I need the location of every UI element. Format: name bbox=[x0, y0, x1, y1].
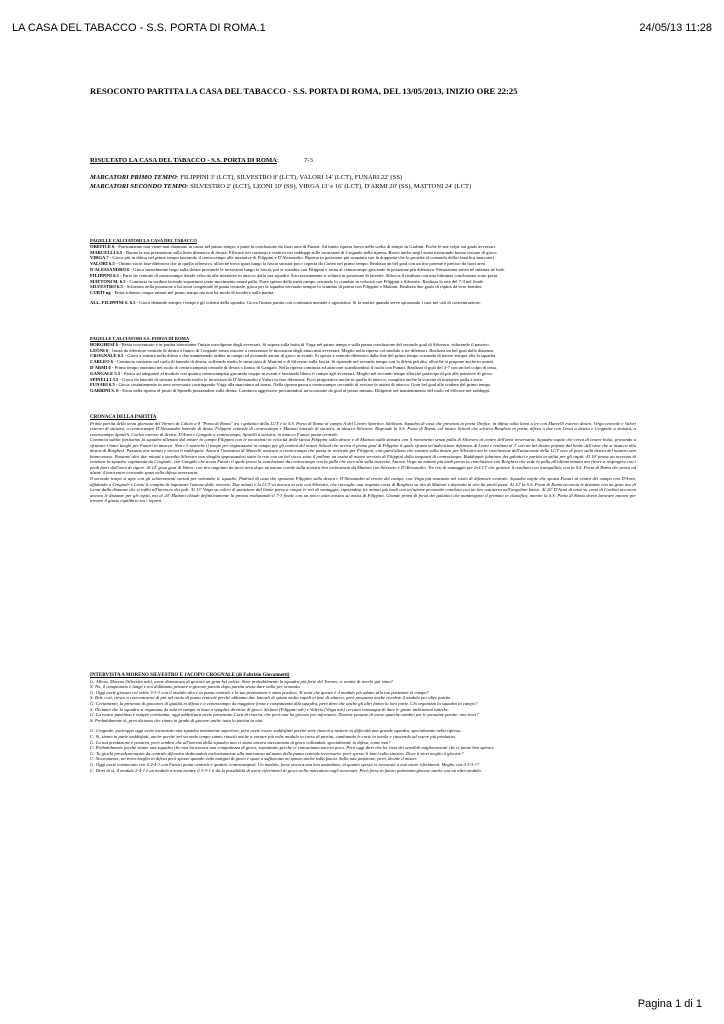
chronicle-heading: CRONACA DELLA PARTITA bbox=[90, 415, 157, 420]
list-item: MARCELLI 6.5 - Buona la sua prestazione sulla linea difensiva di destra. Efficace nei contrasti e reattivo nei raddoppi sulle incursioni di Crognale nella ripresa. Bravo anche negli assist mostrando buona visione di gioco. bbox=[90, 249, 498, 255]
ratings-ss-section bbox=[90, 336, 636, 394]
interview-line: G: Oggi avete cominciato con il 2-4-1 con Funari punta centrale e quattro centrocampisti. Un modulo, forse ancora non ben assimilato, in quanto spesso vi trovavate a non avere riferimenti. Meglio con il 3-3-1? bbox=[90, 761, 480, 767]
list-item: D'ALESSANDRO 6 - Gioca inizialmente largo sulla destra provando le incursioni lungo la fascia, poi si scambia con Filippini e torna al centrocampo giocando in posizione più difensiva. Prestazione senza né infamia né lode. bbox=[90, 266, 506, 272]
scorers-first-half bbox=[90, 173, 636, 182]
result-score: 7-3 bbox=[304, 157, 313, 164]
list-item: CARLEO 6 - Comincia contratto nel ruolo di laterale di destra, soffrendo molto le incursioni di Mattoni e di Silvestro sulla fascia. Si riprende nel secondo tempo con la difesa più alta, allorché si propone anche in avanti. bbox=[90, 359, 495, 365]
interview-line: G: Tu giochi prevalentemente da centrale difensivo dedicandoti esclusivamente alla marcatura ad uomo della punta centrale avversaria, però spesso li lanci sulla sinistra. Dove ti trovi meglio a giocare? bbox=[90, 750, 464, 756]
page-number: Pagina 1 di 1 bbox=[637, 998, 702, 1010]
print-header bbox=[12, 22, 712, 36]
match-result bbox=[90, 157, 313, 164]
ratings-lct-heading: PAGELLE CALCIATORI LA CASA DEL TABACCO bbox=[90, 238, 197, 243]
interview-line: S: Beh, così, riesco a concentrarmi di più nel ruolo di punta centrale perché abbiamo due laterali di spinta molto rapidi in fase di attacco, però possiamo anche rivedere il modulo per altre partite. bbox=[90, 695, 452, 701]
print-header-title: LA CASA DEL TABACCO - S.S. PORTA DI ROMA.1 bbox=[12, 22, 266, 34]
list-item: GARBINI S. 6 - Entra nella ripresa al posto di Spinelli piazzandosi sulla destra. Comincia aggressivo procurandosi un'occasione da goal al primo minuto. Diligente nel mantenimento del ruolo ed efficace nei raddoppi. bbox=[90, 388, 491, 394]
interview-heading: INTERVISTA A MORENO SILVESTRO E JACOPO CROGNALE (di Fabrizio Giovannetti) bbox=[90, 673, 290, 678]
result-label: RISULTATO LA CASA DEL TABACCO - S.S. PORTA DI ROMA bbox=[90, 157, 277, 164]
list-item: CURTI ng - Entra soltanto cinque minuti nel primo tempo ma non ha modo di incidere sulla partita. bbox=[90, 290, 275, 296]
scorers bbox=[90, 173, 636, 191]
interview-line: G: Allora, Moreno (Silvestro ndr), avete dimostrato di giocare un gran bel calcio. Siete probabilmente la squadra più forte del Torneo, vi sentite di averlo già vinto? bbox=[90, 678, 393, 684]
list-item: D'ARMI 6 - Primo tempo anonimo nel ruolo di centrocampista centrale di destra a fianco di Gangale. Nella ripresa comincia ad attaccare scambiandosi il ruolo con Funari. Realizza il goal del 3-7 con un bel colpo di testa. bbox=[90, 364, 497, 370]
list-item: VALORI 6.5 - Ottimo sia in fase difensiva che in quella offensiva, allorché trova spazi lungo la fascia sinistra poco coperta da Carleo nel primo tempo. Realizza un bel goal con un tiro potente e preciso da fuori area. bbox=[90, 261, 487, 267]
ratings-ss-heading: PAGELLE CALCIATORI S.S. PORTA DI ROMA bbox=[90, 336, 190, 341]
chronicle-paragraph: Prima partita della terza giornata del Torneo di Calcio a 8 "Porta di Roma" tra i galattici della LCT e la S.S. Porta di Roma al campo A del Centro Sportivo Jubileum. Squadra di casa che presenta in porta Orefice, in difesa sulla linea a tre con Marcelli esterno destro, Virga centrale e Valori esterno di sinistra, a centrocampo D'Alessandro laterale di desta, Filippini centrale di centrocampo e Mattoni laterale di sinistra, in attacco Silvestro. Risponde la S.S. Porta di Roma, col mister Scheid che schiera Borghesi in porta, difesa a due con Leoni a destra e Crognale a sinistra, a centrocampo Spinelli, Carleo esterno di destra, D'Armi e Gangale a centrocampo, Spinelli a sinistra, in attacco Funari punta centrale. bbox=[90, 420, 636, 437]
list-item: SILVESTRO 6.5 - Schierato nella posizione a lui assai congeniale di punta centrale, gioca per la squadra cercando sempre lo scambio di prima con Filippini e Mattoni. Realizza due goals di rapina da vero bomber. bbox=[90, 284, 483, 290]
interview-line: S: Probabilmente sì, però diciamo che siamo in grado di giocare anche tutta la partita in otto. bbox=[90, 717, 264, 723]
chronicle-section bbox=[90, 415, 636, 504]
interview-line: C: Sicuramente, mi trovo meglio in difesa però spesso quando vedo margini di gioco e spazi a sufficienza mi sposto anche sulla fascia. Sulla mia posizione, però, decide il mister. bbox=[90, 756, 418, 762]
interview-line: G: Oggi avete giocato col solito 3-3-1 con il modulo alto e tu punta centrale e la tua prestazione è stata positiva. Ti senti che questo è il modulo più adatto alla tua posizione in campo? bbox=[90, 689, 429, 695]
interview-line: G: Crognale, purtroppo oggi avete incontrato una squadra nettamente superiore, però avete essere soddisfatti perché siete riusciti a mettere in difficoltà una grande squadra, specialmente nella ripresa. bbox=[90, 728, 462, 734]
list-item: FUNARI 6.5 - Gioca costantemente in area avversaria costringendo Virga alla marcatura ad uomo. Nella ripresa passa a centrocampo cercando di avviare le azioni di attacco. Gran bel goal alle scadere del primo tempo. bbox=[90, 382, 492, 388]
list-item: SPINELLI 5.5 - Gioca da laterale di sinistra soffrendo molto le incursioni di D'Alessandro e Valori in fase difensiva. Poco propositivo anche in quella di attacco, complice anche la scarsità di iniziative palla a terra. bbox=[90, 376, 484, 382]
list-item: OREFICE 6 - Praticamente non viene mai chiamato in causa nel primo tempo, a parte la conclusione da fuori area di Funari. Ad inizio ripresa bravo nella scelta di tempo su Garbini. Poche le sue colpe sui goals avversari. bbox=[90, 243, 497, 249]
scorers-second-label: MARCATORI SECONDO TEMPO bbox=[90, 183, 187, 190]
list-item: MATTONI M. 6.5 - Comincia in sordina facendo soprattutto tanto movimento senza palla. Parte spesso dalla metà campo cercando lo scambio in velocità con Filippini e Silvestro. Realizza la rete del 7-3 nel finale. bbox=[90, 278, 485, 284]
interview-line: G: La vostra panchina è sempre cortissima, oggi addirittura avete presentato Curti di riserva, che però non ha giocato per infortunio. Dovrete pensare di avere qualche cambio per le prossime partite, non trovi? bbox=[90, 712, 479, 718]
chronicle-paragraph: Comincia subito fortissimo la squadra allenata dal mister in campo Filippini con le incursioni in velocità delle stesso Filippini sulla destra e di Mattoni sulla sinistra con il movimento senza palla di Silvestro al centro dell'area avversaria. Squadra ospite che cerca di tenere botta, provando a sfruttare i lanci lunghi per Funari in attacco. Non c'è neanche il tempo per organizzarsi in campo per gli uomini del mister Scheid che arriva il primo goal di Filippini il quale sfrutta un'indecisione difensiva di Leoni e realizza al 3' con un bel destro potente dal limite dell'area che si insacca alla destra di Borghesi. Passano due minuti e arriva il raddoppio: Ancora l'iniziativa di Marcelli assicura a centrocampo che passa in verticale per Filippini, con quest'ultimo che sinistra sulla destra per Silvestro ma la conclusione dell'attaccante della LCT esce di poco sulla destra del numero uno biancorosso. Passano altri due minuti e stavolta Silvestro non sbaglia appostandosi sotto la rete con un bel tocco sotto il pallone un assist di nuovo servizio di Filippini dalla trequarti di centrocampo. Raddoppio fulmineo dei galattici e partita in salita per gli ospiti. Al 10' prova un accenno di reazione la squadra capitanata da Crognale, con Gangale che avvia Funari il quale prova la conclusione da centrocampo con la palla che esce alta sulla traversa. Ancora Virga un minuto più tardi prova la conclusione con Borghesi che vede la palla all'ultimo minuto ma riesce a respingere con i piedi fuori dall'area di rigore. Al 14' gran goal di Valori, con tiro angolato da fuori area dopo un'azione corale sulla sinistra ben orchestrata da Mattoni con Silvestro e D'Alessandro. Tre reti di vantaggio per la LCT che gestisce il risultato con tranquillità, con la S.S. Porta di Roma che prova ad alzare il baricentro cercando spazi nella difesa avversaria. bbox=[90, 437, 636, 476]
scorers-first-label: MARCATORI PRIMO TEMPO bbox=[90, 174, 177, 181]
interview-line: G: Certamente, la presenza di giocatori di qualità in difesa e a centrocampo da maggiore forza e compattezza alla squadra, però direi che anche gli altri fanno la loro parte. Chi organizza la squadra in campo? bbox=[90, 700, 478, 706]
scorers-first-list: : FILIPPINI 3' (LCT), SILVESTRO 8' (LCT), VALORI 14' (LCT), FUNARI 22' (SS) bbox=[176, 174, 403, 181]
scorers-second-list: : SILVESTRO 2' (LCT), LEONI 10' (SS), VIRGA 13' e 16' (LCT), D'ARMI 20' (SS), MATTONI 24' (LCT) bbox=[186, 183, 472, 190]
interview-line: C: Sì, siamo in parte soddisfatti, anche perché nel secondo tempo siamo riusciti anche a variare più volte modulo in corso di partita, cambiando le carte in tavola e riuscendo ad essere più produttivi. bbox=[90, 733, 457, 739]
interview-section bbox=[90, 673, 636, 773]
list-item: FILIPPINI 6.5 - Parte da centrale di centrocampo dando velocità alle iniziative in attacco della sua squadra. Successivamente si schiera in posizione di laterale. Sblocca il risultato con una fulminea conclusione sotto porta. bbox=[90, 272, 499, 278]
scorers-second-half bbox=[90, 182, 636, 191]
interview-line: C: Probabilmente perché siamo una squadra che non ha ancora una compattezza di gioco, soprattutto perché ci conosciamo ancora poco. Però oggi direi che ho visto dei sensibili miglioramenti che ci fanno ben sperare. bbox=[90, 745, 496, 751]
chronicle-paragraph: Il secondo tempo si apre con gli schieramenti variati per entrambe le squadre. Padroni di casa che spostano Filippini sulla destra e D'Alessandro al centro del campo, con Virga più avanzato nel ruolo di difensore centrale. Squadra ospite che sposta Funari al centro del campo con D'Armi, affidando a Crognale e Leoni il compito di impostare l'azione dalle retrovie. Due minuti e la LCT va ancora in rete con Silvestro, che raccoglie una respinta corta di Borghesi su tiro di Mattoni e deposita in rete da pochi passi. Al 10' la S.S. Porta di Roma accorcia le distanze con un gran tiro di Leoni dalla distanza che si infila all'incrocio dei pali. Al 13' Virga su calcio di punizione dal limite porta a cinque le reti di vantaggio, ripetendosi tre minuti più tardi con un'azione personale conclusa con un tiro rasoterra nell'angolino basso. Al 20' D'Armi di testa su cross di Garbini accorcia ancora le distanze per gli ospiti, ma al 24' Mattoni chiude definitivamente la partita realizzando il 7-3 finale con un tocco sotto misura su assist di Filippini. Grande prova di forza dei galattici che mantengono il primato in classifica, mentre la S.S. Porta di Roma dovrà lavorare ancora per trovare il giusto equilibrio tra i reparti. bbox=[90, 476, 636, 504]
interview-line: G: La tua prestazione è positiva, però sembra che all'interno della squadra non ci siano ancora meccanismi di gioco collaudati, specialmente in difesa, come mai? bbox=[90, 739, 391, 745]
list-item: BORGHESI 6 - Resta concentrato e in partita nonostante l'inizio travolgente degli avversari. Si supera sulla botta di Virga nel primo tempo e sulla prima conclusione del secondo goal di Silvestro, riducendo il passivo. bbox=[90, 341, 490, 347]
print-header-datetime: 24/05/13 11:28 bbox=[639, 22, 712, 34]
list-item: CROGNALE 6.5 - Gioca a sinistra nella difesa a due mantenendo ordine in campo ed avviando azioni di gioco in avanti. Si sposta a centrale difensivo dalla fine del primo tempo cercando di tenere sempre alta la squadra. bbox=[90, 353, 497, 359]
list-item: LEONI 6 - Inizia da difensore centrale di destra a fianco di Crognale senza riuscire a contrastare le incursioni degli attaccanti avversari. Meglio nella ripresa col modulo a tre difensori. Realizza un bel goal dalla distanza. bbox=[90, 347, 495, 353]
result-separator: : bbox=[276, 157, 279, 164]
list-item: GANGALE 5.5 - Fatica ad adeguarsi al modulo con quattro centrocampisti giocando troppo in avanti e lasciando libero il campo agli avversari. Meglio nel secondo tempo allorché partecipa di più alle manovre di gioco. bbox=[90, 370, 494, 376]
report-title: RESOCONTO PARTITA LA CASA DEL TABACCO - S.S. PORTA DI ROMA, DEL 13/05/2013, INIZIO ORE 22:25 bbox=[90, 86, 518, 96]
interview-line: S: Diciamo che la squadra si organizza da sola in campo in base a semplici direttive di gioco. Stefano (Filippini ndr) e Valerio (Virga ndr) cercano comunque di dare le giuste indicazioni tattiche. bbox=[90, 706, 450, 712]
interview-line: S: No, il campionato è lungo e noi dobbiamo pensare a giocare partita dopo partita senza dare nulla per scontato. bbox=[90, 684, 301, 690]
interview-line: C: Direi di sì, il modulo 2-4-1 è un modulo a zona mentre il 3-3-1 ti da la possibilità di avere riferimenti di gioco nella marcatura sugli avversari. Però forse in futuro potremmo giocare anche con un altro modulo. bbox=[90, 767, 483, 773]
coach-rating: ALL. FILIPPINI S. 6.5 - Gioca dettando sempre i tempi e gli schemi della squadra. Gioca l'intera partita con continuità mentale e agonistica. Si fa sentire quando serve spronando i suoi nei cali di concentrazione. bbox=[90, 299, 481, 305]
list-item: VIRGA 7 - Gioca più in difesa nel primo tempo lasciando il centrocampo alle iniziative di Filippini e D'Alessandro. Ripresa in posizione più avanzata con la doppietta che lo proietta al comando della classifica marcatori. bbox=[90, 255, 496, 261]
ratings-lct-section bbox=[90, 238, 636, 306]
